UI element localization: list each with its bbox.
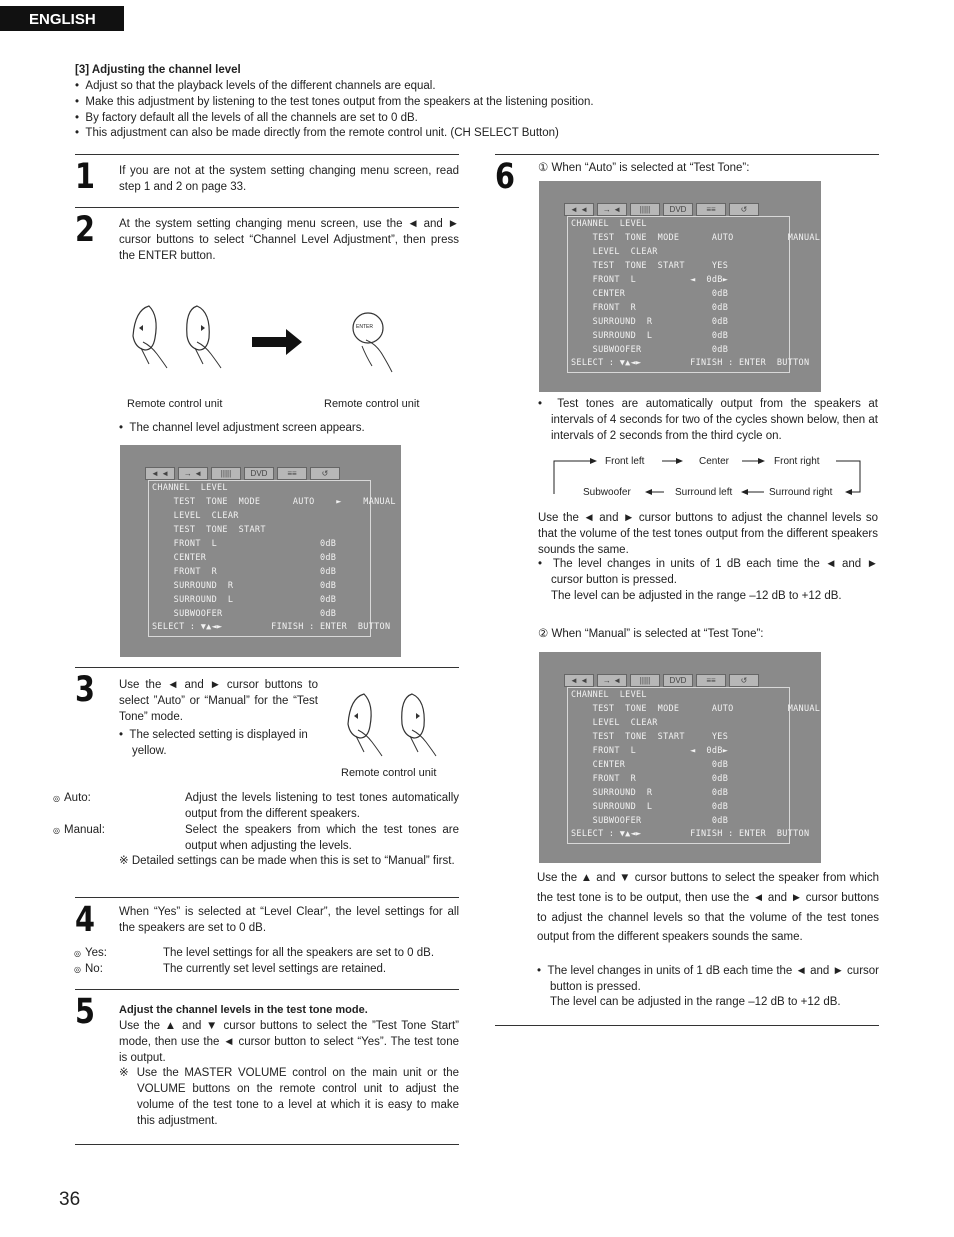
step-number: 6 (495, 157, 515, 197)
osd-screen-channel-level (120, 445, 401, 657)
osd-row: LEVEL CLEAR (571, 718, 658, 728)
step-3-note: ※ Detailed settings can be made when this is set to “Manual” first. (119, 855, 455, 867)
speaker-cycle-diagram (552, 454, 864, 500)
cycle-label: Center (699, 456, 730, 467)
osd-row: SURROUND L 0dB (571, 331, 729, 341)
remote-label: Remote control unit (341, 767, 437, 779)
divider (75, 154, 459, 155)
osd-row: FRONT R 0dB (571, 303, 729, 313)
auto-bullet: • Test tones are automatically output from the speakers at intervals of 4 seconds for two of the cycles shown below, then at intervals of 2 seconds from the third cycle on. (538, 398, 878, 442)
cycle-label: Front left (605, 456, 645, 467)
osd-tab: ≡≡ (696, 674, 726, 687)
osd-row: CHANNEL LEVEL (571, 219, 647, 229)
osd-tab: ◄ ◄ (564, 203, 594, 216)
osd-row: LEVEL CLEAR (152, 511, 239, 521)
osd-row: CHANNEL LEVEL (571, 690, 647, 700)
step-number: 5 (75, 992, 95, 1032)
auto-description: ◎ Auto: Adjust the levels listening to test tones automatically output from the different speakers. (53, 792, 459, 820)
osd-tab: → ◄ (597, 203, 627, 216)
osd-tab: ↺ (729, 674, 759, 687)
divider (495, 154, 879, 155)
step-5-heading: Adjust the channel levels in the test tone mode. (119, 1004, 368, 1016)
step-3-bullet: • The selected setting is displayed in yellow. (119, 729, 308, 757)
osd-tab: ≡≡ (277, 467, 307, 480)
auto-heading: ① When “Auto” is selected at “Test Tone”: (538, 162, 750, 174)
divider (75, 667, 459, 668)
osd-row: FRONT L 0dB (152, 539, 337, 549)
osd-row: CENTER 0dB (152, 553, 337, 563)
cycle-label: Front right (774, 456, 820, 467)
osd-screen-channel-level-manual (539, 652, 821, 863)
osd-row: TEST TONE MODE AUTO MANUAL (571, 704, 821, 714)
osd-tab: DVD (244, 467, 274, 480)
osd-row: CENTER 0dB (571, 289, 729, 299)
cycle-label: Surround right (769, 487, 833, 498)
manual-text: Use the ▲ and ▼ cursor buttons to select the speaker from which the test tone is to be output, then use the ◄ and ► cursor buttons to adjust the channel levels so that the volume of the test tones output from the different speakers sounds the same. (537, 872, 879, 944)
step-5-text: Use the ▲ and ▼ cursor buttons to select the ”Test Tone Start” mode, then use the ◄ cursor button to select “Yes”. The test tone is output. (119, 1020, 459, 1064)
divider (75, 207, 459, 208)
step-number: 2 (75, 210, 95, 250)
osd-tab: ↺ (729, 203, 759, 216)
osd-row: SELECT : ▼▲◄► FINISH : ENTER BUTTON (571, 358, 810, 368)
auto-bullet-2: • The level changes in units of 1 dB each time the ◄ and ► cursor button is pressed. (538, 558, 878, 586)
osd-row: SUBWOOFER 0dB (152, 609, 337, 619)
step-2-text: At the system setting changing menu screen, use the ◄ and ► cursor buttons to select “Channel Level Adjustment”, then press the ENTER button. (119, 218, 459, 262)
osd-screen-channel-level-auto (539, 181, 821, 392)
divider (75, 1144, 459, 1145)
osd-tab: ◄ ◄ (145, 467, 175, 480)
no-description: ◎ No: The currently set level settings are retained. (74, 963, 387, 975)
osd-row: FRONT R 0dB (571, 774, 729, 784)
step-4-text: When “Yes” is selected at “Level Clear”, the level settings for all the speakers are set to 0 dB. (119, 906, 459, 934)
osd-tabs (564, 203, 759, 216)
osd-row: SUBWOOFER 0dB (571, 345, 729, 355)
osd-tab: ◄ ◄ (564, 674, 594, 687)
osd-row: SELECT : ▼▲◄► FINISH : ENTER BUTTON (152, 622, 391, 632)
osd-tab: ||||| (630, 203, 660, 216)
cycle-label: Subwoofer (583, 487, 631, 498)
manual-heading: ② When “Manual” is selected at “Test Tone”: (538, 628, 764, 640)
step-3-text: Use the ◄ and ► cursor buttons to select ”Auto” or “Manual” for the “Test Tone” mode. (119, 679, 318, 723)
osd-row: TEST TONE START YES (571, 732, 729, 742)
section-heading: [3] Adjusting the channel level (75, 64, 241, 76)
step-number: 3 (75, 670, 95, 710)
osd-row: SURROUND R 0dB (571, 788, 729, 798)
yes-description: ◎ Yes: The level settings for all the speakers are set to 0 dB. (74, 947, 435, 959)
osd-tab: ||||| (211, 467, 241, 480)
manual-description: ◎ Manual: Select the speakers from which the test tones are output when adjusting the levels. (53, 824, 459, 852)
osd-tab: ||||| (630, 674, 660, 687)
remote-hands-left-right-icon (125, 298, 235, 378)
osd-row: SURROUND L 0dB (152, 595, 337, 605)
manual-bullet: • The level changes in units of 1 dB each time the ◄ and ► cursor button is pressed. (537, 965, 880, 993)
intro-bullet: • Adjust so that the playback levels of the different channels are equal. (75, 79, 436, 92)
osd-tab: → ◄ (178, 467, 208, 480)
osd-tab: DVD (663, 674, 693, 687)
osd-tabs (145, 467, 340, 480)
osd-row: LEVEL CLEAR (571, 247, 658, 257)
intro-bullet: • This adjustment can also be made directly from the remote control unit. (CH SELECT Button) (75, 127, 559, 140)
remote-hands-left-right-icon (340, 688, 450, 764)
osd-row: SURROUND R 0dB (571, 317, 729, 327)
step-2-note: • The channel level adjustment screen appears. (119, 422, 365, 434)
osd-row: FRONT L ◄ 0dB► (571, 275, 729, 285)
osd-tab: ↺ (310, 467, 340, 480)
osd-row: TEST TONE MODE AUTO ► MANUAL (152, 497, 396, 507)
osd-tabs (564, 674, 759, 687)
enter-label: ENTER (356, 324, 373, 330)
auto-range: The level can be adjusted in the range –12 dB to +12 dB. (551, 590, 842, 602)
osd-tab: DVD (663, 203, 693, 216)
osd-row: TEST TONE START (152, 525, 266, 535)
manual-range: The level can be adjusted in the range –12 dB to +12 dB. (550, 996, 841, 1008)
page-number: 36 (59, 1189, 81, 1210)
osd-row: SURROUND R 0dB (152, 581, 337, 591)
enter-button-hand-icon (350, 310, 410, 376)
intro-bullet: • Make this adjustment by listening to the test tones output from the speakers at the listening position. (75, 95, 594, 108)
osd-tab: ≡≡ (696, 203, 726, 216)
remote-label: Remote control unit (324, 398, 420, 410)
osd-row: TEST TONE START YES (571, 261, 729, 271)
arrow-right-icon (252, 328, 304, 356)
divider (495, 1025, 879, 1026)
intro-bullet: • By factory default all the levels of all the channels are set to 0 dB. (75, 111, 418, 124)
step-number: 1 (75, 157, 95, 197)
cycle-label: Surround left (675, 487, 733, 498)
osd-row: FRONT R 0dB (152, 567, 337, 577)
step-5-note: ※ Use the MASTER VOLUME control on the main unit or the VOLUME buttons on the remote control unit to adjust the volume of the test tone to a level at which it is easy to make this adjustment. (119, 1067, 459, 1127)
osd-row: SELECT : ▼▲◄► FINISH : ENTER BUTTON (571, 829, 810, 839)
osd-row: FRONT L ◄ 0dB► (571, 746, 729, 756)
divider (75, 989, 459, 990)
step-number: 4 (75, 900, 95, 940)
remote-label: Remote control unit (127, 398, 223, 410)
divider (75, 897, 459, 898)
auto-text: Use the ◄ and ► cursor buttons to adjust the channel levels so that the volume of the test tones output from the different speakers sounds the same. (538, 512, 878, 556)
step-1-text: If you are not at the system setting changing menu screen, read step 1 and 2 on page 33. (119, 165, 459, 193)
language-tab: ENGLISH (0, 6, 124, 31)
osd-row: TEST TONE MODE AUTO MANUAL (571, 233, 821, 243)
osd-row: SURROUND L 0dB (571, 802, 729, 812)
intro-section (75, 63, 675, 142)
osd-row: SUBWOOFER 0dB (571, 816, 729, 826)
osd-row: CHANNEL LEVEL (152, 483, 228, 493)
osd-row: CENTER 0dB (571, 760, 729, 770)
osd-tab: → ◄ (597, 674, 627, 687)
